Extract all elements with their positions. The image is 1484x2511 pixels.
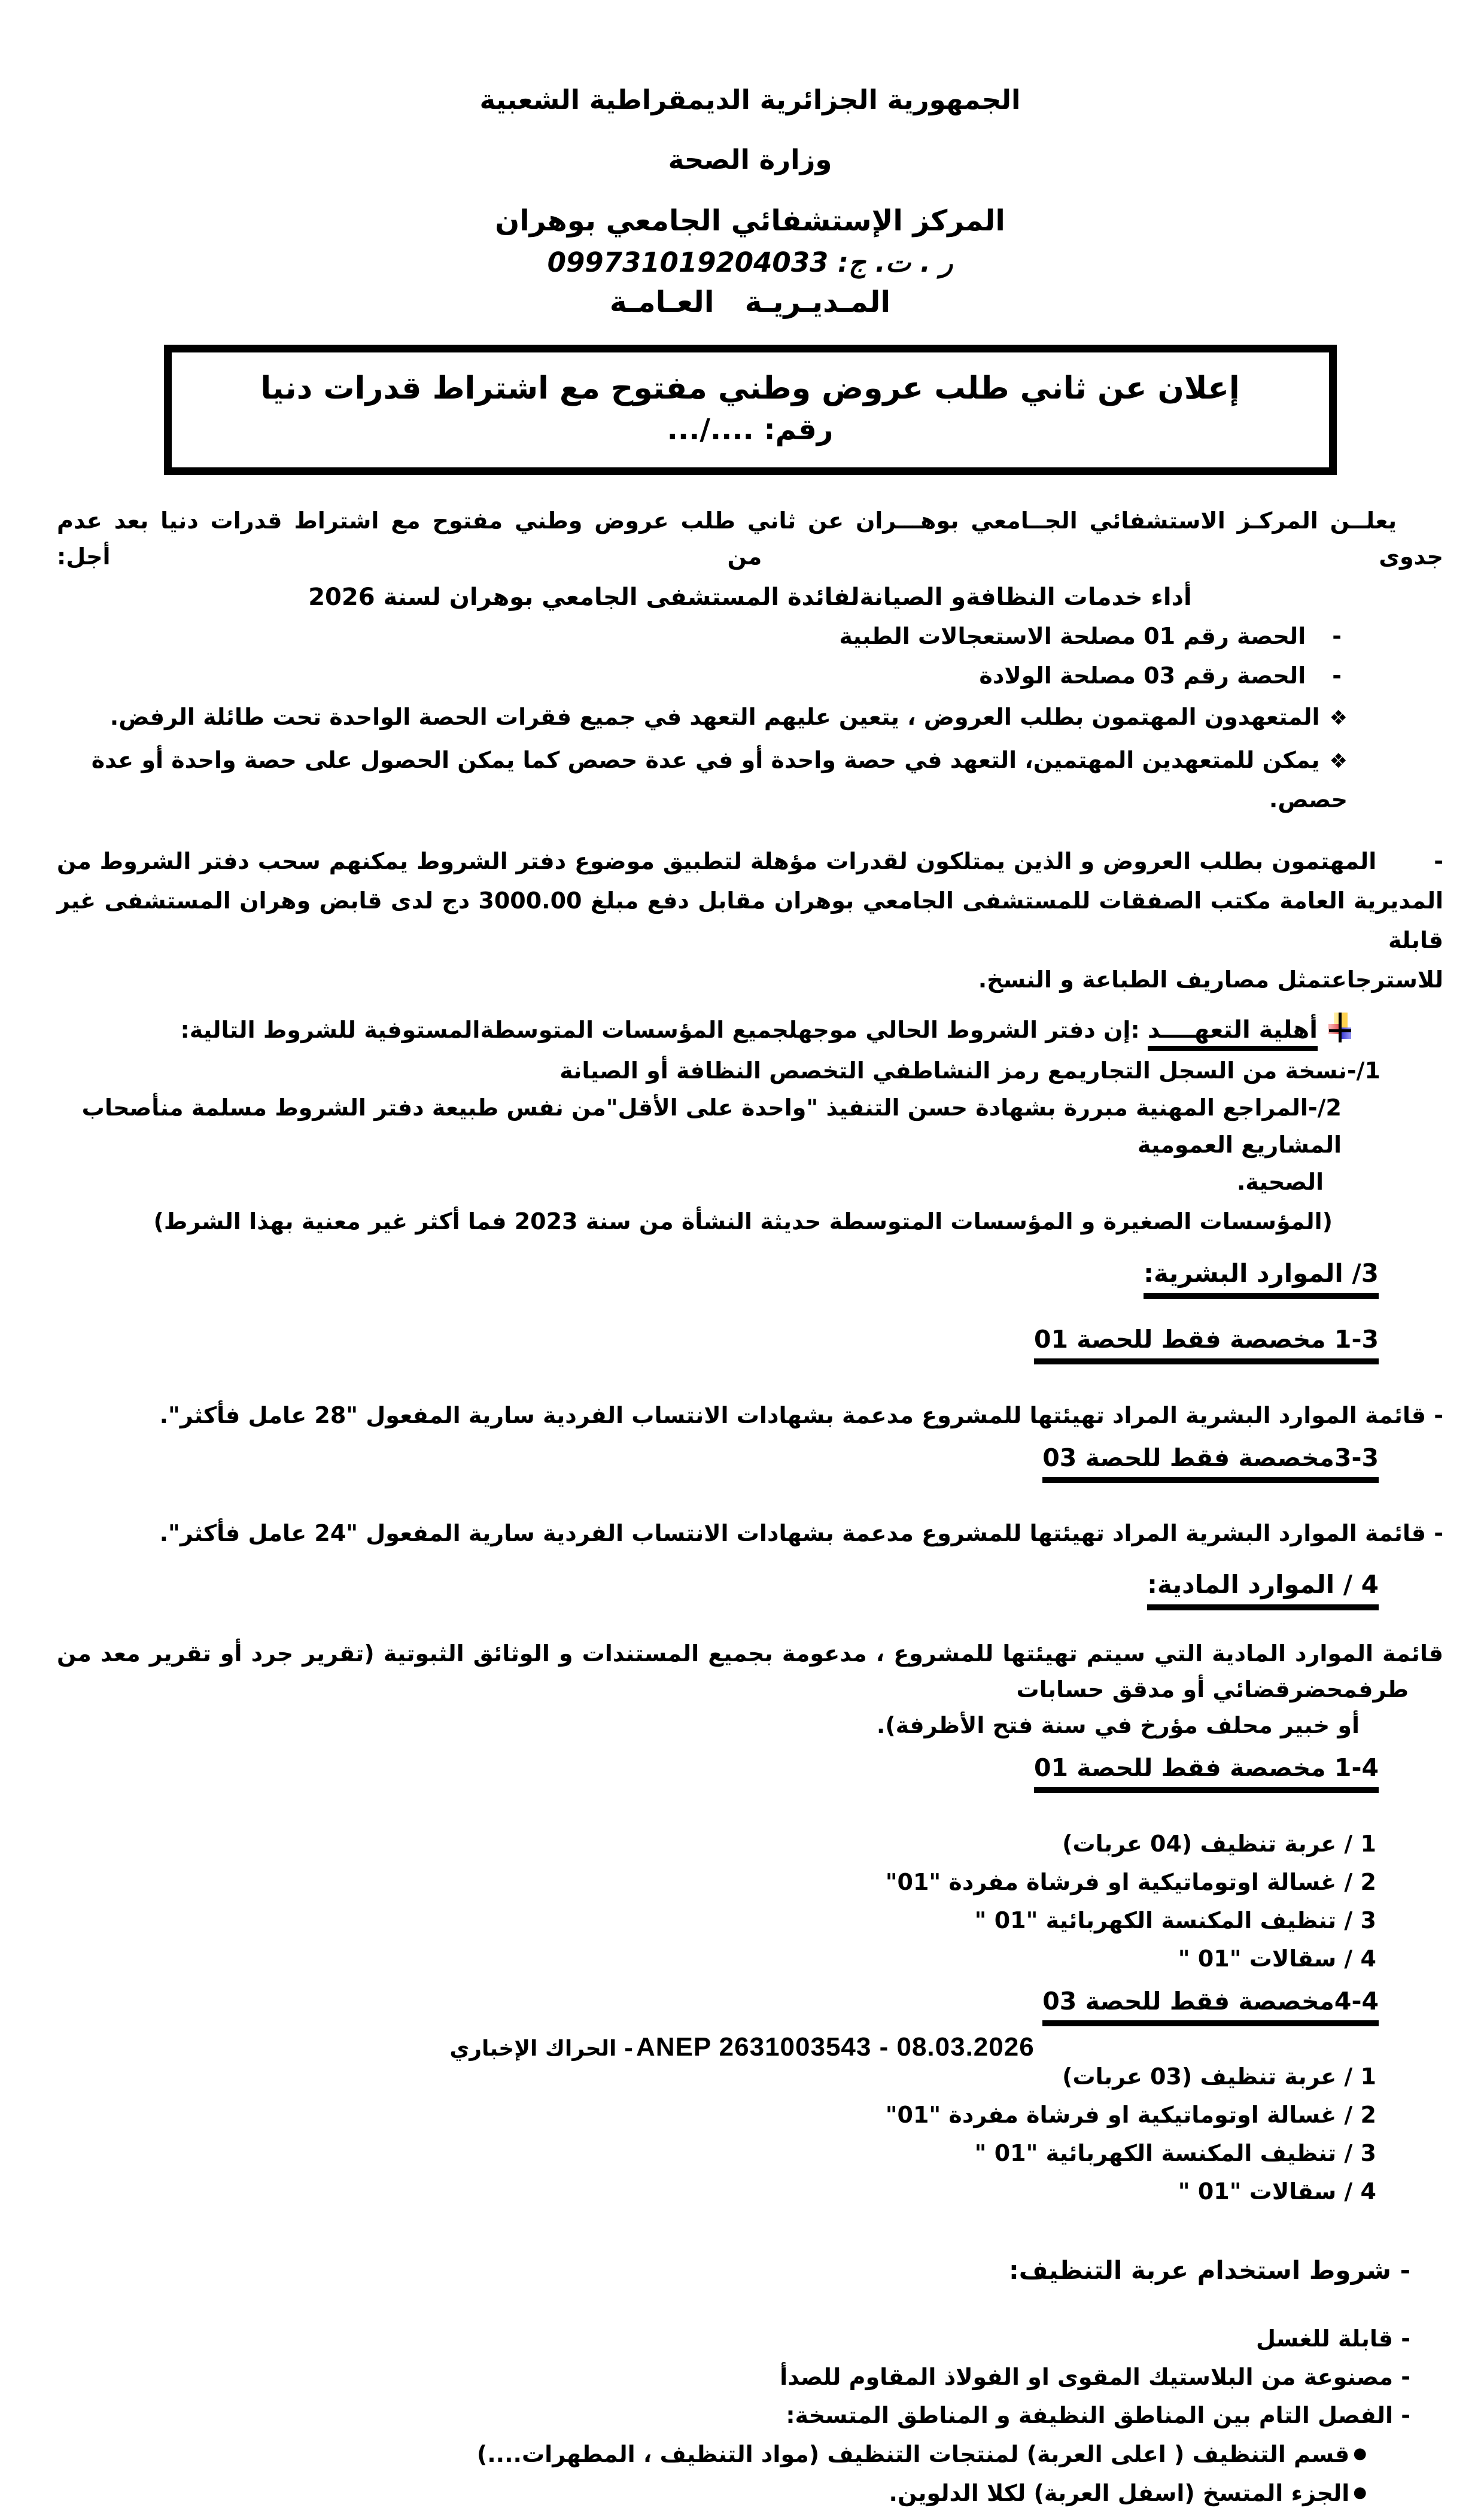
equipment-item: 4 / سقالات "01 " xyxy=(1178,2178,1376,2205)
general-directorate-title: المـديـريـة العـامـة xyxy=(609,285,891,319)
material-paragraph-line: طرفمحضرقضائي أو مدقق حسابات xyxy=(1016,1676,1409,1703)
intro-paragraph: يعلــن المركـز الاستشفائي الجــامعي بوهـــران عن ثاني طلب عروض وطني مفتوح مع اشتراط قدرات دنيا بعد عدم جدوى من أجل: xyxy=(57,507,1443,570)
document-header xyxy=(57,84,1443,320)
withdrawal-line: المديرية العامة مكتب الصفقات للمستشفى الجامعي بوهران مقابل دفع مبلغ 3000.00 دج لدى قابض وهران المستشفى غير قابلة xyxy=(57,887,1443,953)
equipment-item: 3 / تنظيف المكنسة الكهربائية "01 " xyxy=(974,1907,1376,1934)
eligibility-label: أهلية التعهــــد xyxy=(1148,1016,1318,1051)
condition-exemption-note: (المؤسسات الصغيرة و المؤسسات المتوسطة حديثة النشأة من سنة 2023 فما أكثر غير معنية بهذا الشرط) xyxy=(153,1208,1333,1235)
lot-item-label: الحصة رقم 03 مصلحة الولادة xyxy=(979,662,1306,689)
equipment-item: 4 / سقالات "01 " xyxy=(1178,1945,1376,1972)
material-paragraph-line: قائمة الموارد المادية التي سيتم تهيئتها للمشروع ، مدعومة بجميع المستندات و الوثائق الثبوتية (تقرير جرد أو تقرير معد من xyxy=(57,1640,1443,1667)
subsection-material-lot-01: 1-4 مخصصة فقط للحصة 01 xyxy=(57,1753,1379,1793)
note-item xyxy=(57,741,1348,819)
dot-bullet-icon: ● xyxy=(1353,2444,1367,2463)
lots-list xyxy=(57,618,1443,694)
colored-flag-icon xyxy=(1328,1013,1354,1044)
equipment-item: 1 / عربة تنظيف (04 عربات) xyxy=(1062,1830,1376,1857)
withdrawal-line xyxy=(57,841,1443,881)
condition-register-copy: 1/-نسخة من السجل التجاريمع رمز النشاطفي التخصص النظافة أو الصيانة xyxy=(559,1057,1380,1084)
dash-marker: - xyxy=(1332,662,1342,689)
cart-sub-condition xyxy=(57,2436,1367,2472)
hr-lot-01-requirement: - قائمة الموارد البشرية المراد تهيئتها للمشروع مدعمة بشهادات الانتساب الفردية سارية المفعول "28 عامل فأكثر". xyxy=(159,1402,1443,1428)
cart-sub-condition xyxy=(57,2474,1367,2511)
diamond-bullet-icon: ❖ xyxy=(1329,749,1348,773)
ministry-title: وزارة الصحة xyxy=(668,144,832,175)
cart-sub-text: الجزء المتسخ (اسفل العربة) لكلا الدلوين. xyxy=(889,2479,1350,2506)
section-human-resources: 3/ الموارد البشرية: xyxy=(57,1258,1379,1299)
note-text: المتعهدون المهتمون بطلب العروض ، يتعين عليهم التعهد في جميع فقرات الحصة الواحدة تحت طائلة الرفض. xyxy=(110,704,1320,730)
equipment-item: 2 / غسالة اوتوماتيكية او فرشاة مفردة "01" xyxy=(885,2102,1376,2129)
eligibility-row xyxy=(57,1010,1354,1050)
section-material-resources: 4 / الموارد المادية: xyxy=(57,1569,1379,1610)
eligibility-text: :إن دفتر الشروط الحالي موجهلجميع المؤسسات المتوسطةالمستوفية للشروط التالية: xyxy=(180,1017,1148,1043)
dash-marker: - xyxy=(1434,848,1443,874)
condition-references: 2/-المراجع المهنية مبررة بشهادة حسن التنفيذ "واحدة على الأقل"من نفس طبيعة دفتر الشروط مسلمة منأصحاب المشاريع العمومية xyxy=(81,1095,1342,1158)
bidder-notes-list xyxy=(57,698,1443,819)
cart-condition: - الفصل التام بين المناطق النظيفة و المناطق المتسخة: xyxy=(786,2401,1410,2428)
withdrawal-text: المهتمون بطلب العروض و الذين يمتلكون لقدرات مؤهلة لتطبيق موضوع دفتر الشروط يمكنهم سحب دفتر الشروط من xyxy=(57,848,1377,874)
trade-register-number: ر . ت. ج: 099731019204033 xyxy=(547,247,953,278)
subsection-hr-lot-03: 3-3مخصصة فقط للحصة 03 xyxy=(57,1443,1379,1483)
announcement-title-box xyxy=(164,345,1337,475)
equipment-item: 1 / عربة تنظيف (03 عربات) xyxy=(1062,2063,1376,2090)
republic-title: الجمهورية الجزائرية الديمقراطية الشعبية xyxy=(479,84,1021,115)
equipment-item: 3 / تنظيف المكنسة الكهربائية "01 " xyxy=(974,2140,1376,2167)
specs-withdrawal-paragraph xyxy=(57,841,1443,999)
cart-sub-text: قسم التنظيف ( اعلى العربة) لمنتجات التنظيف (مواد التنظيف ، المطهرات....) xyxy=(476,2440,1350,2467)
anep-footer xyxy=(0,2032,1484,2062)
lot-item-03 xyxy=(57,657,1342,694)
dot-bullet-icon: ● xyxy=(1353,2483,1367,2501)
hospital-center-title: المركز الإستشفائي الجامعي بوهران xyxy=(495,204,1005,238)
cart-condition: - مصنوعة من البلاستيك المقوى او الفولاذ المقاوم للصدأ xyxy=(780,2363,1410,2390)
note-item xyxy=(57,698,1348,737)
hr-lot-03-requirement: - قائمة الموارد البشرية المراد تهيئتها للمشروع مدعمة بشهادات الانتساب الفردية سارية المفعول "24 عامل فأكثر". xyxy=(159,1520,1443,1547)
condition-references-tail: الصحية. xyxy=(1236,1169,1324,1195)
lot-item-label: الحصة رقم 01 مصلحة الاستعجالات الطبية xyxy=(839,623,1306,649)
material-paragraph-line: أو خبير محلف مؤرخ في سنة فتح الأظرفة). xyxy=(876,1712,1360,1739)
equipment-item: 2 / غسالة اوتوماتيكية او فرشاة مفردة "01" xyxy=(885,1868,1376,1895)
announcement-number: رقم: ..../... xyxy=(667,413,834,446)
subsection-hr-lot-01: 1-3 مخصصة فقط للحصة 01 xyxy=(57,1324,1379,1364)
tender-purpose: أداء خدمات النظافةو الصيانةلفائدة المستشفى الجامعي بوهران لسنة 2026 xyxy=(308,583,1192,611)
dash-marker: - xyxy=(1332,623,1342,649)
cart-usage-heading: - شروط استخدام عربة التنظيف: xyxy=(1008,2255,1410,2285)
announcement-title: إعلان عن ثاني طلب عروض وطني مفتوح مع اشتراط قدرات دنيا xyxy=(260,370,1240,406)
diamond-bullet-icon: ❖ xyxy=(1329,706,1348,730)
subsection-material-lot-03: 4-4مخصصة فقط للحصة 03 xyxy=(57,1986,1379,2026)
note-text: يمكن للمتعهدين المهتمين، التعهد في حصة واحدة أو في عدة حصص كما يمكن الحصول على حصة واحدة أو عدة حصص. xyxy=(91,747,1348,813)
withdrawal-line: للاسترجاعتمثل مصاريف الطباعة و النسخ. xyxy=(978,966,1443,993)
cart-condition: - قابلة للغسل xyxy=(1255,2325,1410,2352)
lot-item-01 xyxy=(57,618,1342,655)
footer-source-label: الحراك الإخباري - xyxy=(449,2036,633,2061)
footer-anep-reference: ANEP 2631003543 - 08.03.2026 xyxy=(635,2032,1035,2062)
